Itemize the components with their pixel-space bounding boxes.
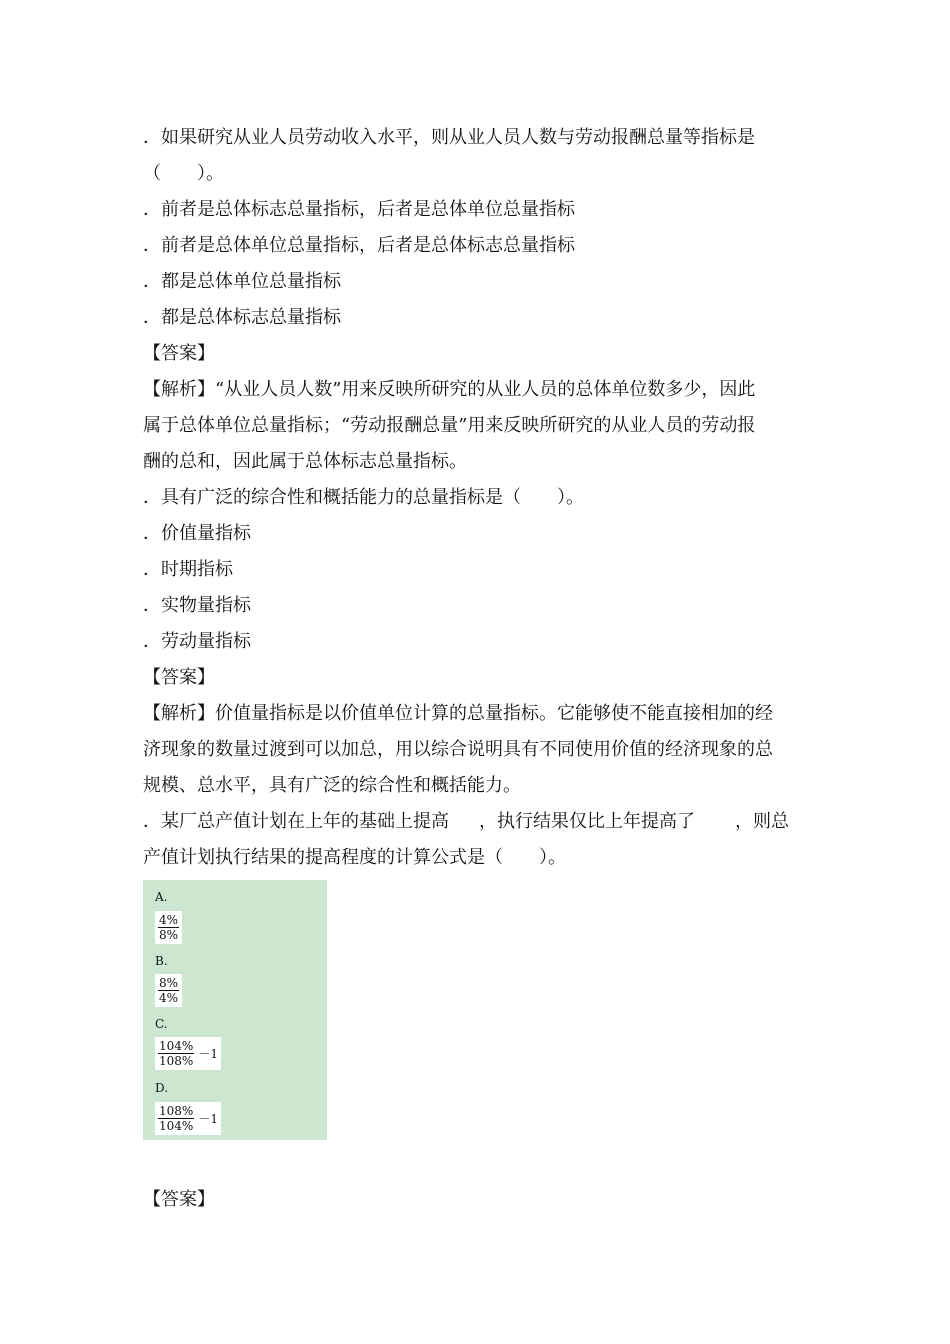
formula-c-fraction: [158, 1039, 194, 1068]
q1-stem-line1: ．如果研究从业人员劳动收入水平，则从业人员人数与劳动报酬总量等指标是: [143, 127, 755, 148]
formula-c-numerator: 104%: [159, 1039, 194, 1053]
formula-option-a: [155, 911, 182, 944]
formula-option-c: [155, 1037, 221, 1070]
formula-b-denominator: 4%: [159, 991, 179, 1005]
formula-a-denominator: 8%: [159, 928, 179, 942]
formula-d-fraction: [158, 1104, 194, 1133]
q1-analysis-label: 【解析】: [143, 379, 215, 400]
q3-stem-part-c: ，则总: [735, 811, 789, 832]
q3-stem-part-a: ．某厂总产值计划在上年的基础上提高: [143, 811, 449, 832]
q1-analysis-text1: “从业人员人数”用来反映所研究的从业人员的总体单位数多少，因此: [215, 379, 756, 400]
q1-option-4: ．都是总体标志总量指标: [143, 307, 341, 328]
q3-formula-options-image: [143, 880, 327, 1140]
q2-answer-label: 【答案】: [143, 667, 215, 688]
q2-option-3: ．实物量指标: [143, 595, 251, 616]
q3-stem-part-b: ，执行结果仅比上年提高了: [479, 811, 695, 832]
q1-option-2: ．前者是总体单位总量指标，后者是总体标志总量指标: [143, 235, 575, 256]
formula-option-d: [155, 1102, 221, 1135]
q2-option-1: ．价值量指标: [143, 523, 251, 544]
q2-option-4: ．劳动量指标: [143, 631, 251, 652]
formula-d-numerator: 108%: [159, 1104, 194, 1118]
formula-b-numerator: 8%: [159, 976, 179, 990]
q2-analysis-text1: 价值量指标是以价值单位计算的总量指标。它能够使不能直接相加的经: [215, 703, 773, 724]
formula-c-denominator: 108%: [159, 1054, 194, 1068]
formula-b-fraction: [158, 976, 179, 1005]
formula-option-b: [155, 974, 182, 1007]
formula-a-fraction: [158, 913, 179, 942]
q2-analysis-line1: [143, 696, 808, 732]
formula-option-c-letter: C.: [155, 1017, 168, 1031]
q2-analysis-label: 【解析】: [143, 703, 215, 724]
q1-analysis-line1: [143, 372, 808, 408]
q2-analysis-line2: 济现象的数量过渡到可以加总，用以综合说明具有不同使用价值的经济现象的总: [143, 739, 773, 760]
q2-option-2: ．时期指标: [143, 559, 233, 580]
q1-analysis-line2: 属于总体单位总量指标；“劳动报酬总量”用来反映所研究的从业人员的劳动报: [143, 415, 756, 436]
formula-d-denominator: 104%: [159, 1119, 194, 1133]
formula-d-suffix: －1: [198, 1111, 218, 1126]
formula-a-numerator: 4%: [159, 913, 179, 927]
q1-answer-label: 【答案】: [143, 343, 215, 364]
q3-stem-line2: 产值计划执行结果的提高程度的计算公式是（ ）。: [143, 847, 566, 868]
q1-stem-line2: （ ）。: [143, 163, 224, 184]
q3-stem-line1: [143, 804, 808, 840]
formula-c-suffix: －1: [198, 1046, 218, 1061]
formula-option-a-letter: A.: [155, 890, 168, 904]
q1-option-1: ．前者是总体标志总量指标，后者是总体单位总量指标: [143, 199, 575, 220]
q1-option-3: ．都是总体单位总量指标: [143, 271, 341, 292]
q2-stem: ．具有广泛的综合性和概括能力的总量指标是（ ）。: [143, 487, 584, 508]
formula-option-b-letter: B.: [155, 954, 168, 968]
document-content: [143, 120, 808, 1218]
q1-analysis-line3: 酬的总和，因此属于总体标志总量指标。: [143, 451, 467, 472]
formula-option-d-letter: D.: [155, 1081, 169, 1095]
q3-answer-label: 【答案】: [143, 1189, 215, 1210]
q2-analysis-line3: 规模、总水平，具有广泛的综合性和概括能力。: [143, 775, 521, 796]
